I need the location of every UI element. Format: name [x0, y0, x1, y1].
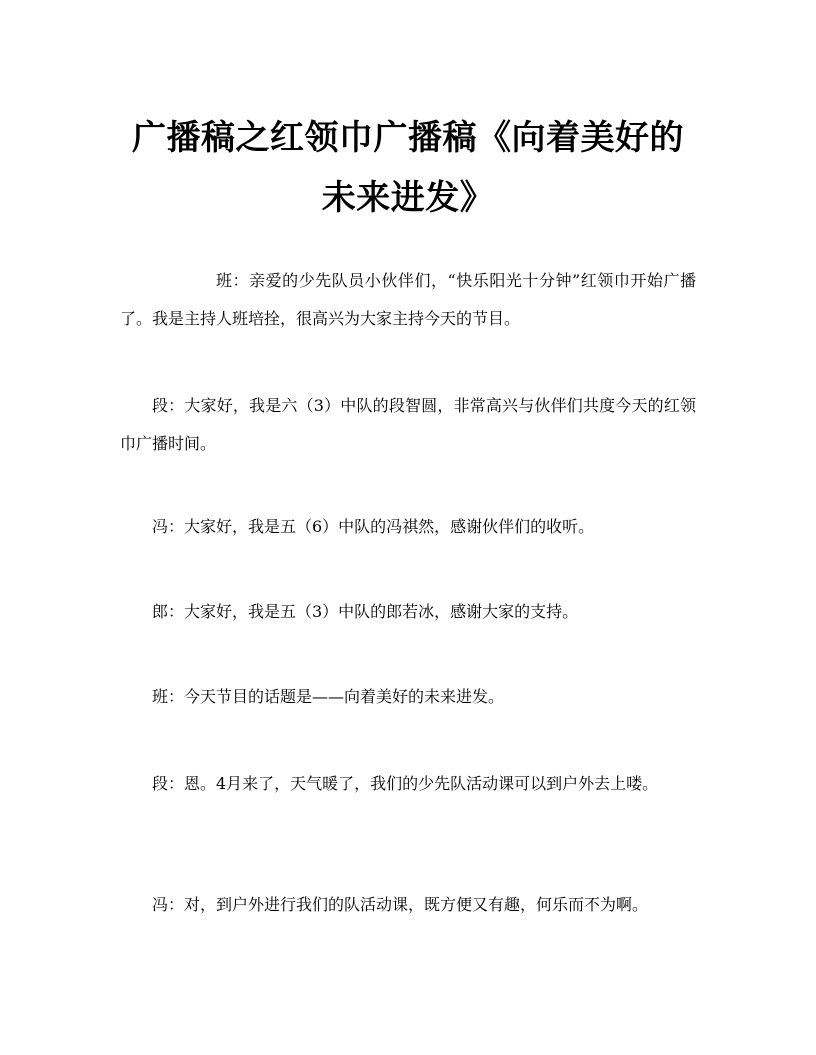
paragraph-ban-topic: 班：今天节目的话题是——向着美好的未来进发。 [152, 687, 505, 706]
paragraph-ban-intro: 班：亲爱的少先队员小伙伴们，“快乐阳光十分钟”红领巾开始广播了。我是主持人班培拴，很高兴为大家主持今天的节目。 [120, 271, 696, 328]
paragraph-duan-intro: 段：大家好，我是六（3）中队的段智圆，非常高兴与伙伴们共度今天的红领巾广播时间。 [120, 396, 696, 453]
paragraph-feng-outdoor: 冯：对，到户外进行我们的队活动课，既方便又有趣，何乐而不为啊。 [152, 895, 649, 914]
paragraph-duan-april: 段：恩。4月来了，天气暖了，我们的少先队活动课可以到户外去上喽。 [152, 774, 659, 793]
document-title: 广播稿之红领巾广播稿《向着美好的未来进发》 [132, 118, 684, 218]
paragraph-lang-intro: 郎：大家好，我是五（3）中队的郎若冰，感谢大家的支持。 [152, 602, 579, 621]
paragraph-feng-intro: 冯：大家好，我是五（6）中队的冯祺然，感谢伙伴们的收听。 [152, 517, 595, 536]
